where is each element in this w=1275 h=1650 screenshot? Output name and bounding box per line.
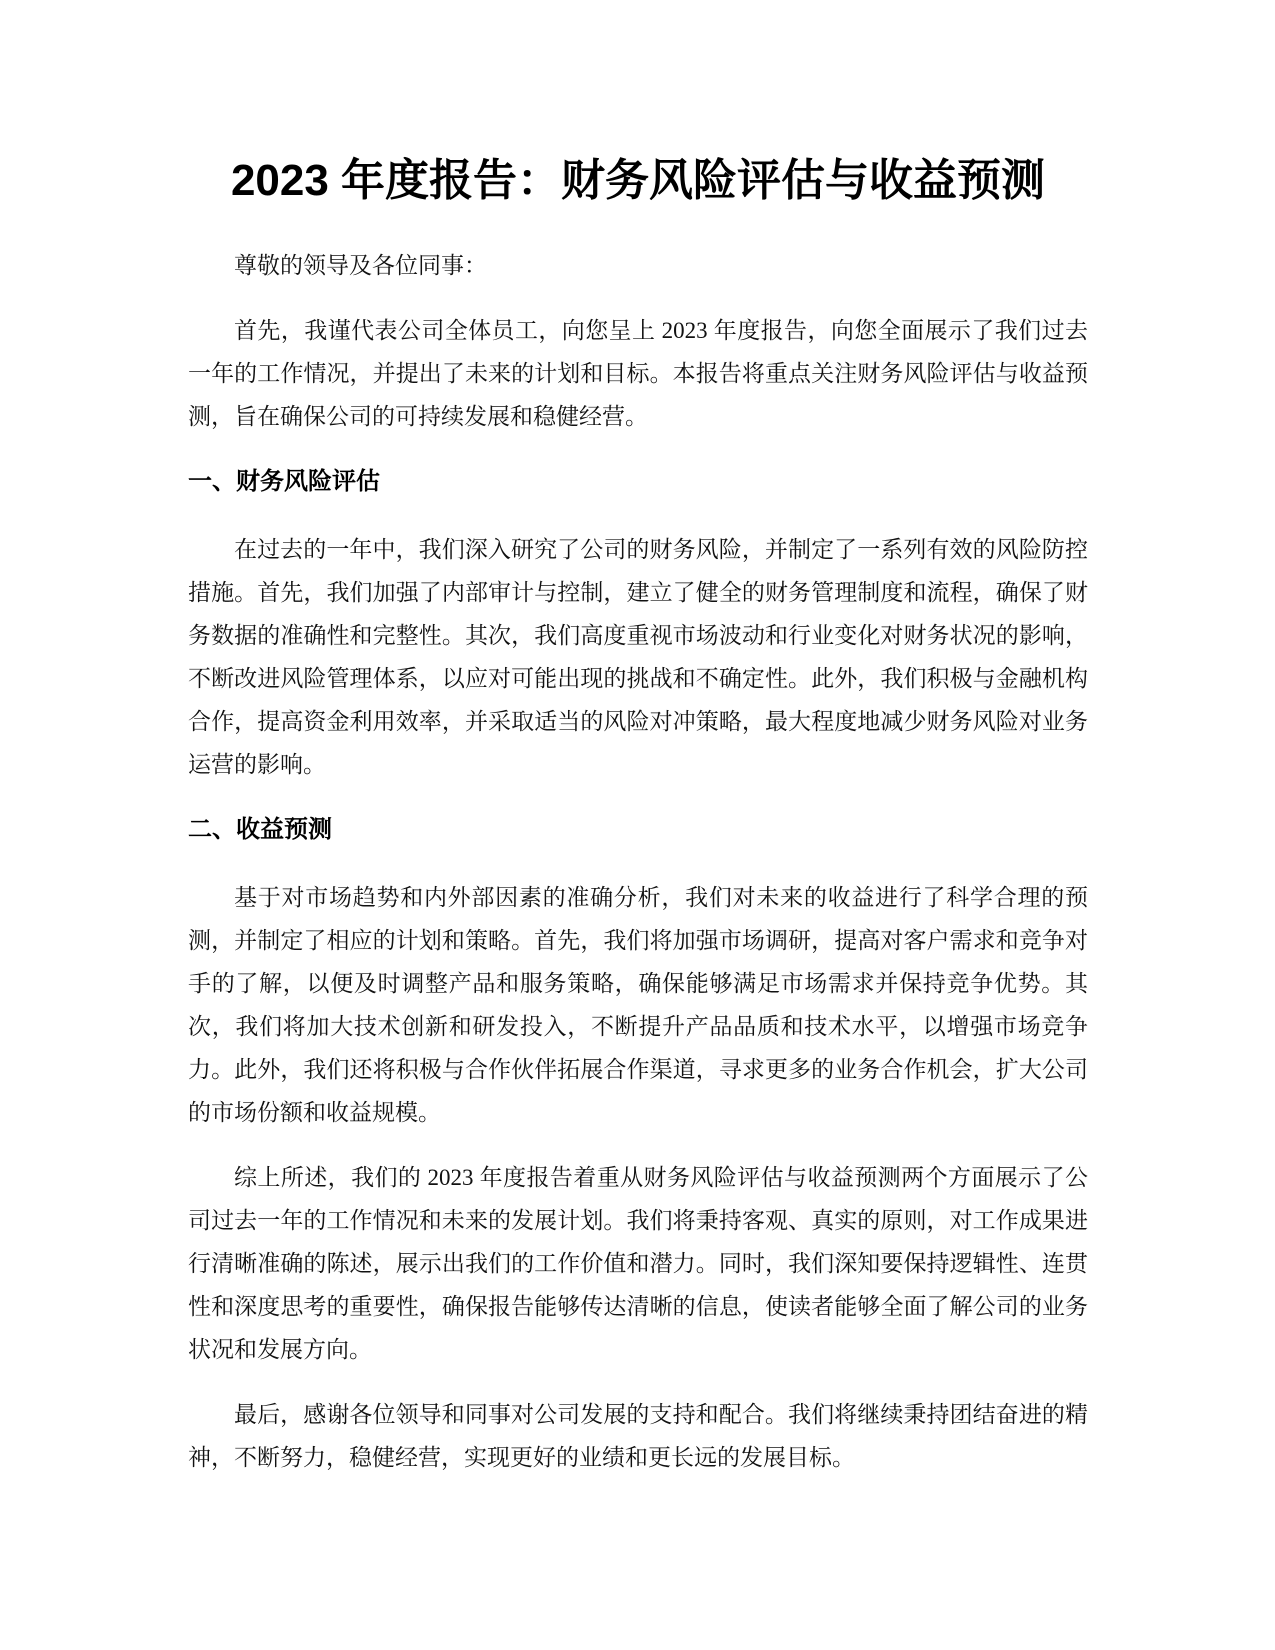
closing-paragraph: 最后，感谢各位领导和同事对公司发展的支持和配合。我们将继续秉持团结奋进的精神，不断努力，稳健经营，实现更好的业绩和更长远的发展目标。 (188, 1402, 1088, 1470)
section-heading-financial-risk: 一、财务风险评估 (188, 468, 380, 495)
section-heading-revenue-forecast: 二、收益预测 (188, 816, 332, 843)
document-content (188, 150, 1088, 1501)
revenue-forecast-paragraph: 基于对市场趋势和内外部因素的准确分析，我们对未来的收益进行了科学合理的预测，并制定了相应的计划和策略。首先，我们将加强市场调研，提高对客户需求和竞争对手的了解，以便及时调整产品和服务策略，确保能够满足市场需求并保持竞争优势。其次，我们将加大技术创新和研发投入，不断提升产品品质和技术水平，以增强市场竞争力。此外，我们还将积极与合作伙伴拓展合作渠道，寻求更多的业务合作机会，扩大公司的市场份额和收益规模。 (188, 885, 1088, 1125)
financial-risk-paragraph: 在过去的一年中，我们深入研究了公司的财务风险，并制定了一系列有效的风险防控措施。首先，我们加强了内部审计与控制，建立了健全的财务管理制度和流程，确保了财务数据的准确性和完整性。其次，我们高度重视市场波动和行业变化对财务状况的影响，不断改进风险管理体系，以应对可能出现的挑战和不确定性。此外，我们积极与金融机构合作，提高资金利用效率，并采取适当的风险对冲策略，最大程度地减少财务风险对业务运营的影响。 (188, 537, 1088, 777)
document-title: 2023 年度报告：财务风险评估与收益预测 (230, 156, 1046, 205)
summary-paragraph: 综上所述，我们的 2023 年度报告着重从财务风险评估与收益预测两个方面展示了公司过去一年的工作情况和未来的发展计划。我们将秉持客观、真实的原则，对工作成果进行清晰准确的陈述，展示出我们的工作价值和潜力。同时，我们深知要保持逻辑性、连贯性和深度思考的重要性，确保报告能够传达清晰的信息，使读者能够全面了解公司的业务状况和发展方向。 (188, 1165, 1088, 1362)
intro-paragraph: 首先，我谨代表公司全体员工，向您呈上 2023 年度报告，向您全面展示了我们过去一年的工作情况，并提出了未来的计划和目标。本报告将重点关注财务风险评估与收益预测，旨在确保公司的可持续发展和稳健经营。 (188, 318, 1088, 429)
greeting-paragraph: 尊敬的领导及各位同事： (234, 253, 487, 278)
